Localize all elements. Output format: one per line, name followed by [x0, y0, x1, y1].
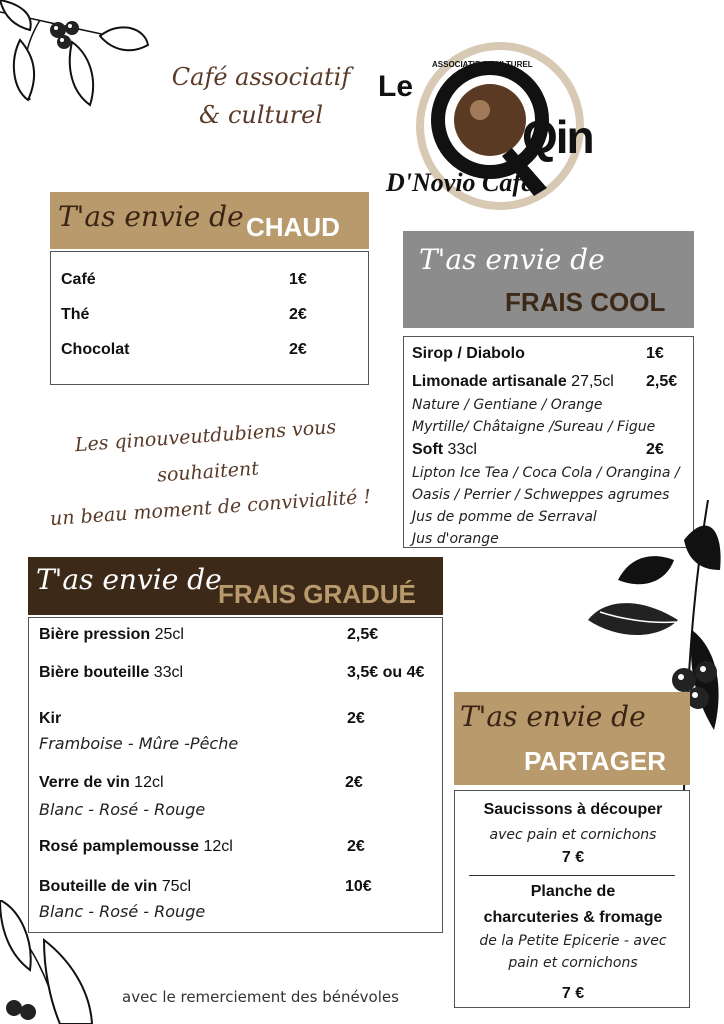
chaud-menu-box: [50, 251, 369, 385]
frais-cool-title: FRAIS COOL: [505, 287, 666, 317]
cafe-logo: [372, 38, 612, 218]
coffee-branch-illustration: [0, 900, 100, 1024]
menu-item-detail: Jus d'orange: [412, 531, 499, 547]
menu-item-name: Planche de: [530, 883, 616, 900]
menu-item-price: 7 €: [561, 849, 585, 866]
menu-item-price: 7 €: [561, 985, 585, 1002]
menu-item-name: Verre de vin 12cl: [39, 774, 164, 791]
welcome-message-line2: un beau moment de convivialité !: [49, 485, 372, 531]
menu-item-name: Rosé pamplemousse 12cl: [39, 838, 233, 855]
menu-item-detail: Oasis / Perrier / Schweppes agrumes: [412, 487, 670, 503]
menu-item-detail: avec pain et cornichons: [489, 827, 657, 843]
menu-item-price: 2€: [347, 838, 365, 855]
partager-menu-box: [454, 790, 690, 1008]
menu-item-name: Chocolat: [61, 341, 130, 358]
tagline-line2: & culturel: [198, 101, 324, 129]
logo-bottom: D'Novio Café: [386, 168, 533, 197]
menu-item-price: 2,5€: [347, 626, 379, 643]
chaud-lead: T'as envie de: [58, 200, 244, 233]
menu-item-name: Saucissons à découper: [483, 801, 663, 818]
tagline-line1: Café associatif: [171, 63, 351, 91]
partager-header: [454, 692, 690, 785]
menu-item-name: Thé: [61, 306, 90, 323]
frais-gradue-header: [28, 557, 443, 615]
frais-gradue-menu-box: [28, 617, 443, 933]
menu-item-name: Limonade artisanale 27,5cl: [412, 373, 614, 390]
menu-item-name: Bière bouteille 33cl: [39, 664, 184, 681]
thanks-note: avec le remerciement des bénévoles: [122, 988, 399, 1006]
menu-item-detail: Blanc - Rosé - Rouge: [39, 800, 206, 819]
logo-top-text: ASSOCIATIF & CULTUREL: [432, 60, 533, 69]
menu-item-price: 2€: [646, 441, 664, 458]
partager-lead: T'as envie de: [460, 700, 646, 733]
menu-item-name: Café: [61, 271, 96, 288]
menu-item-name: Bière pression 25cl: [39, 626, 184, 643]
menu-item-detail: Myrtille/ Châtaigne /Sureau / Figue: [412, 419, 656, 435]
menu-item-name: Sirop / Diabolo: [412, 345, 525, 362]
menu-item-price: 10€: [345, 878, 372, 895]
logo-le: Le: [378, 70, 414, 103]
menu-item-name: Bouteille de vin 75cl: [39, 878, 192, 895]
menu-item-price: 3,5€ ou 4€: [347, 664, 425, 681]
menu-item-price: 2€: [289, 341, 307, 358]
menu-item-detail: de la Petite Epicerie - avec: [479, 933, 667, 949]
logo-qin: Qin: [522, 111, 593, 163]
menu-item-detail: Lipton Ice Tea / Coca Cola / Orangina /: [412, 465, 680, 481]
menu-item-price: 1€: [646, 345, 664, 362]
tagline: [166, 58, 356, 134]
partager-title: PARTAGER: [524, 746, 667, 776]
chaud-title: CHAUD: [246, 212, 340, 242]
menu-item-price: 2,5€: [646, 373, 678, 390]
menu-item-detail: Nature / Gentiane / Orange: [412, 397, 603, 413]
frais-gradue-lead: T'as envie de: [36, 563, 222, 596]
menu-item-price: 2€: [289, 306, 307, 323]
frais-cool-lead: T'as envie de: [419, 243, 605, 276]
menu-item-price: 1€: [289, 271, 307, 288]
menu-item-price: 2€: [345, 774, 363, 791]
welcome-message: [25, 406, 392, 539]
coffee-branch-illustration: [0, 0, 150, 110]
menu-item-detail: Framboise - Mûre -Pêche: [39, 734, 239, 753]
chaud-header: [50, 192, 369, 249]
menu-item-price: 2€: [347, 710, 365, 727]
frais-cool-header: [403, 231, 694, 328]
menu-item-detail: pain et cornichons: [508, 955, 638, 971]
menu-item-detail: Jus de pomme de Serraval: [412, 509, 597, 525]
welcome-message-line1: Les qinouveutdubiens vous souhaitent: [74, 415, 337, 487]
menu-item-name: Kir: [39, 710, 62, 727]
menu-item-name: Soft 33cl: [412, 441, 477, 458]
divider: [469, 875, 675, 876]
menu-item-detail: Blanc - Rosé - Rouge: [39, 902, 206, 921]
frais-gradue-title: FRAIS GRADUÉ: [218, 579, 416, 609]
menu-item-name: charcuteries & fromage: [483, 909, 663, 926]
